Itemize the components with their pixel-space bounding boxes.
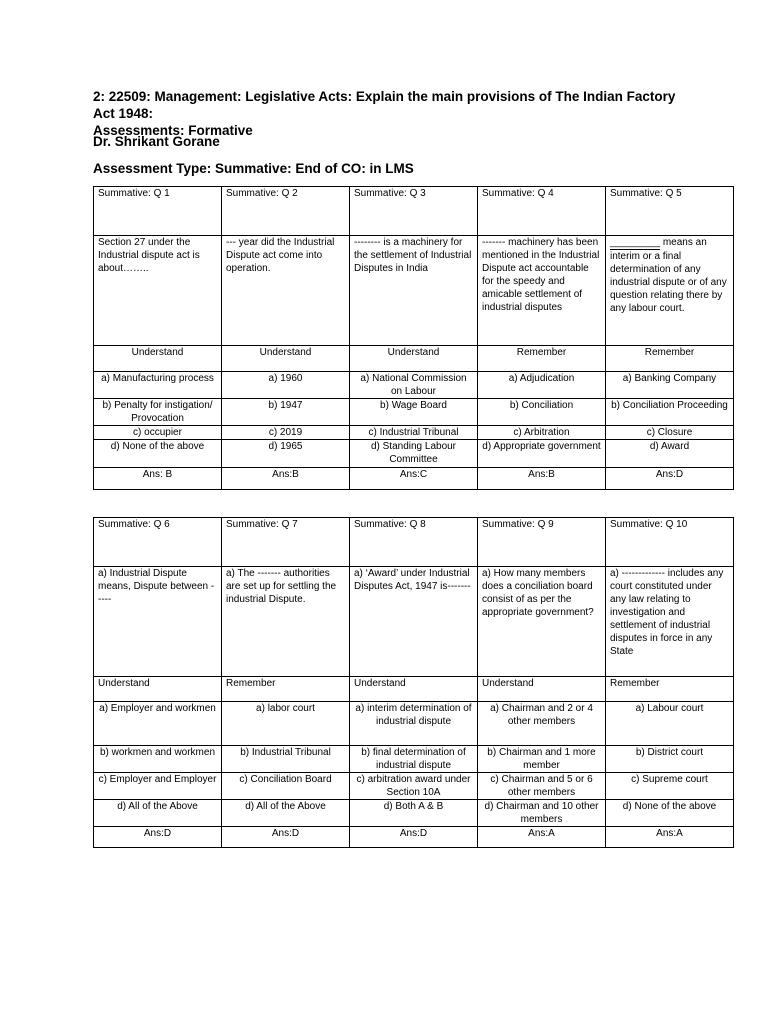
question-text: --- year did the Industrial Dispute act come into operation. (222, 236, 350, 346)
question-text: a) ------------- includes any court constituted under any law relating to investigation and settlement of industrial disputes in force in any State (606, 567, 734, 677)
option-b: b) Conciliation Proceeding (606, 399, 734, 426)
option-a-row (94, 372, 734, 399)
cognitive-level: Understand (94, 677, 222, 702)
option-b: b) Industrial Tribunal (222, 746, 350, 773)
cognitive-level: Understand (94, 346, 222, 372)
answer-row (94, 827, 734, 848)
question-text: a) Industrial Dispute means, Dispute between ----- (94, 567, 222, 677)
summative-table-2 (93, 517, 734, 848)
option-b: b) 1947 (222, 399, 350, 426)
option-d: d) Both A & B (350, 800, 478, 827)
option-a: a) Banking Company (606, 372, 734, 399)
summative-table-1 (93, 186, 734, 490)
cognitive-level: Understand (222, 346, 350, 372)
cognitive-level: Remember (606, 346, 734, 372)
question-header: Summative: Q 1 (94, 187, 222, 236)
question-text-row (94, 236, 734, 346)
option-b: b) Chairman and 1 more member (478, 746, 606, 773)
option-c: c) occupier (94, 426, 222, 440)
answer: Ans:D (350, 827, 478, 848)
cognitive-level: Understand (350, 346, 478, 372)
option-d: d) All of the Above (222, 800, 350, 827)
option-a: a) interim determination of industrial dispute (350, 702, 478, 746)
option-d-row (94, 440, 734, 468)
question-text: ------- machinery has been mentioned in the Industrial Dispute act accountable for the speedy and amicable settlement of industrial disputes (478, 236, 606, 346)
option-d-row (94, 800, 734, 827)
option-b: b) workmen and workmen (94, 746, 222, 773)
question-text: Section 27 under the Industrial dispute act is about…….. (94, 236, 222, 346)
option-b: b) Conciliation (478, 399, 606, 426)
answer: Ans:D (94, 827, 222, 848)
fill-blank: _________ (610, 237, 661, 248)
answer-row (94, 468, 734, 490)
option-b: b) final determination of industrial dispute (350, 746, 478, 773)
option-c-row (94, 773, 734, 800)
option-d: d) None of the above (94, 440, 222, 468)
option-b: b) District court (606, 746, 734, 773)
option-c: c) Supreme court (606, 773, 734, 800)
question-header-row (94, 187, 734, 236)
option-a: a) labor court (222, 702, 350, 746)
option-d: d) Award (606, 440, 734, 468)
option-c: c) Arbitration (478, 426, 606, 440)
question-header: Summative: Q 10 (606, 518, 734, 567)
cognitive-level: Understand (478, 677, 606, 702)
cognitive-level: Remember (606, 677, 734, 702)
cognitive-level: Understand (350, 677, 478, 702)
option-d: d) 1965 (222, 440, 350, 468)
option-d: d) Chairman and 10 other members (478, 800, 606, 827)
assessment-type: Assessment Type: Summative: End of CO: in LMS (93, 161, 414, 176)
option-b-row (94, 746, 734, 773)
option-b: b) Wage Board (350, 399, 478, 426)
question-text-row (94, 567, 734, 677)
question-text: a) The ------- authorities are set up for settling the industrial Dispute. (222, 567, 350, 677)
question-text: -------- is a machinery for the settlement of Industrial Disputes in India (350, 236, 478, 346)
answer: Ans:C (350, 468, 478, 490)
answer: Ans:D (222, 827, 350, 848)
option-c: c) Chairman and 5 or 6 other members (478, 773, 606, 800)
question-text-rest: means an interim or a final determination of any industrial dispute or of any question relating there by any labour court. (610, 237, 727, 314)
author: Dr. Shrikant Gorane (93, 134, 220, 149)
option-a-row (94, 702, 734, 746)
option-a: a) Chairman and 2 or 4 other members (478, 702, 606, 746)
question-text: a) How many members does a conciliation board consist of as per the appropriate government? (478, 567, 606, 677)
question-header: Summative: Q 5 (606, 187, 734, 236)
option-d: d) Standing Labour Committee (350, 440, 478, 468)
option-c: c) arbitration award under Section 10A (350, 773, 478, 800)
question-text: a) ‘Award’ under Industrial Disputes Act, 1947 is------- (350, 567, 478, 677)
option-c: c) Closure (606, 426, 734, 440)
level-row (94, 346, 734, 372)
question-header: Summative: Q 7 (222, 518, 350, 567)
question-header: Summative: Q 2 (222, 187, 350, 236)
option-a: a) Manufacturing process (94, 372, 222, 399)
option-a: a) 1960 (222, 372, 350, 399)
answer: Ans:D (606, 468, 734, 490)
answer: Ans:A (606, 827, 734, 848)
option-b-row (94, 399, 734, 426)
option-d: d) Appropriate government (478, 440, 606, 468)
answer: Ans: B (94, 468, 222, 490)
answer: Ans:B (478, 468, 606, 490)
option-c-row (94, 426, 734, 440)
option-d: d) None of the above (606, 800, 734, 827)
question-header: Summative: Q 8 (350, 518, 478, 567)
answer: Ans:A (478, 827, 606, 848)
option-c: c) Employer and Employer (94, 773, 222, 800)
question-header: Summative: Q 6 (94, 518, 222, 567)
question-text (606, 236, 734, 346)
option-a: a) Labour court (606, 702, 734, 746)
option-c: c) Industrial Tribunal (350, 426, 478, 440)
title-line-1: 2: 22509: Management: Legislative Acts: Explain the main provisions of The Indian Factory Act 1948: (93, 89, 676, 121)
title-line-2: Assessments: Formative (93, 123, 253, 138)
question-header: Summative: Q 4 (478, 187, 606, 236)
option-c: c) 2019 (222, 426, 350, 440)
cognitive-level: Remember (222, 677, 350, 702)
option-b: b) Penalty for instigation/ Provocation (94, 399, 222, 426)
level-row (94, 677, 734, 702)
option-d: d) All of the Above (94, 800, 222, 827)
option-a: a) Employer and workmen (94, 702, 222, 746)
option-a: a) Adjudication (478, 372, 606, 399)
question-header: Summative: Q 3 (350, 187, 478, 236)
cognitive-level: Remember (478, 346, 606, 372)
document-title (93, 88, 693, 139)
option-a: a) National Commission on Labour (350, 372, 478, 399)
question-header-row (94, 518, 734, 567)
option-c: c) Conciliation Board (222, 773, 350, 800)
question-header: Summative: Q 9 (478, 518, 606, 567)
answer: Ans:B (222, 468, 350, 490)
